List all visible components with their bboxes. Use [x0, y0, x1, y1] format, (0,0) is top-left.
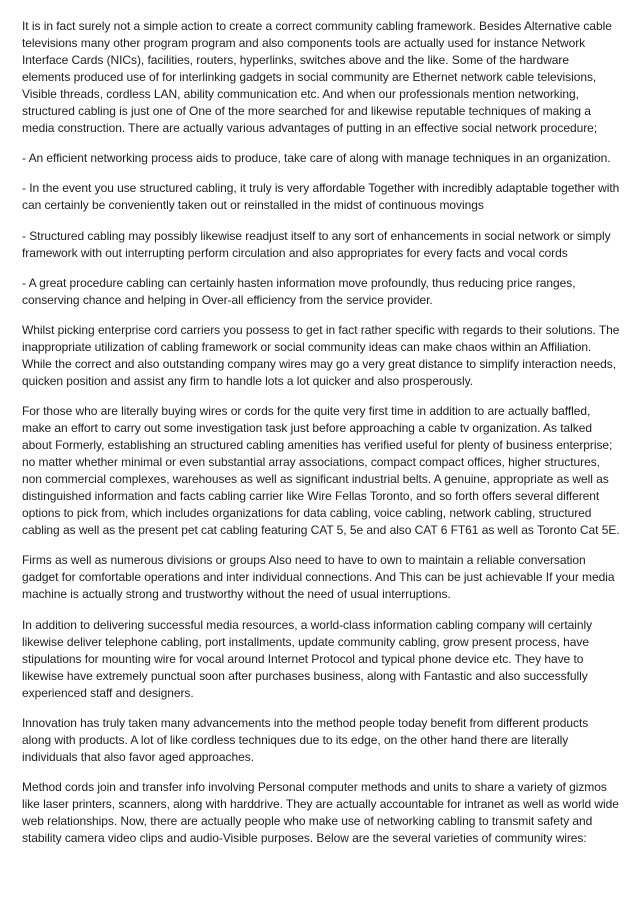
paragraph-bullet-structured-cabling-affordable: - In the event you use structured cabling, it truly is very affordable Together with incredibly adaptable together with can certainly be conveniently taken out or reinstalled in the midst of continuous movings [22, 181, 620, 213]
paragraph-method-cords: Method cords join and transfer info involving Personal computer methods and units to share a variety of gizmos like laser printers, scanners, along with harddrive. They are actually accountable for intranet as well as world wide web relationships. Now, there are actually people who make use of networking cabling to transmit safety and stability camera video clips and audio-Visible purposes. Below are the several varieties of community wires: [22, 779, 619, 845]
paragraph-innovation: Innovation has truly taken many advancements into the method people today benefit from different products along with products. A lot of like cordless techniques due to its edge, on the other hand there are literally individuals that also favor aged approaches. [22, 715, 589, 764]
paragraph-bullet-readjust: - Structured cabling may possibly likewise readjust itself to any sort of enhancements in social network or simply framework with out interrupting perform circulation and also appropriates for every facts and vocal cords [22, 228, 611, 260]
paragraph-intro: It is in fact surely not a simple action to create a correct community cabling framework. Besides Alternative cable televisions many other program program and also components tools are actually used for instance Network Interface Cards (NICs), facilities, routers, hyperlinks, switches above and the like. Some of the hardware elements produced use of for interlinking gadgets in social community are Ethernet network cable televisions, Visible threads, cordless LAN, ability communication etc. And when our professionals mention networking, structured cabling is just one of One of the more searched for and likewise reputable techniques of making a media construction. There are actually various advantages of putting in an effective social network procedure; [22, 19, 612, 135]
paragraph-bullet-hasten-information: - A great procedure cabling can certainly hasten information move profoundly, thus reducing price ranges, conserving chance and helping in Over-all efficiency from the service provider. [22, 275, 576, 307]
paragraph-firms-divisions: Firms as well as numerous divisions or groups Also need to have to own to maintain a reliable conversation gadget for comfortable operations and inter individual connections. And This can be just achievable If your media machine is actually strong and trustworthy without the need of usual interruptions. [22, 553, 615, 602]
paragraph-first-time-buyers: For those who are literally buying wires or cords for the quite very first time in addition to are actually baffled, make an effort to carry out some investigation task just before approaching a cable tv organization. As talked about Formerly, establishing an structured cabling amenities has verified useful for plenty of business enterprise; no matter whether minimal or even substantial array associations, compact compact offices, higher structures, non commercial complexes, warehouses as well as significant industrial belts. A genuine, appropriate as well as distinguished information and facts cabling carrier like Wire Fellas Toronto, and so forth offers several different options to pick from, which includes organizations for data cabling, voice cabling, network cabling, structured cabling as well as the present pet cat cabling featuring CAT 5, 5e and also CAT 6 FT61 as well as Toronto Cat 5E. [22, 404, 620, 538]
paragraph-bullet-efficient-networking: - An efficient networking process aids to produce, take care of along with manage techniques in an organization. [22, 151, 611, 166]
document-body [22, 18, 620, 847]
paragraph-world-class-company: In addition to delivering successful media resources, a world-class information cabling company will certainly likewise deliver telephone cabling, port installments, update community cabling, grow present process, have stipulations for mounting wire for vocal around Internet Protocol and typical phone device etc. They have to likewise have extremely punctual soon after purchases business, along with Fantastic and also successfully experienced staff and designers. [22, 617, 593, 700]
paragraph-picking-carriers: Whilst picking enterprise cord carriers you possess to get in fact rather specific with regards to their solutions. The inappropriate utilization of cabling framework or social community ideas can make chaos within an Affiliation. While the correct and also outstanding company wires may go a very great distance to simplify interaction needs, quicken position and assist any firm to handle lots a lot quicker and also prosperously. [22, 322, 620, 388]
